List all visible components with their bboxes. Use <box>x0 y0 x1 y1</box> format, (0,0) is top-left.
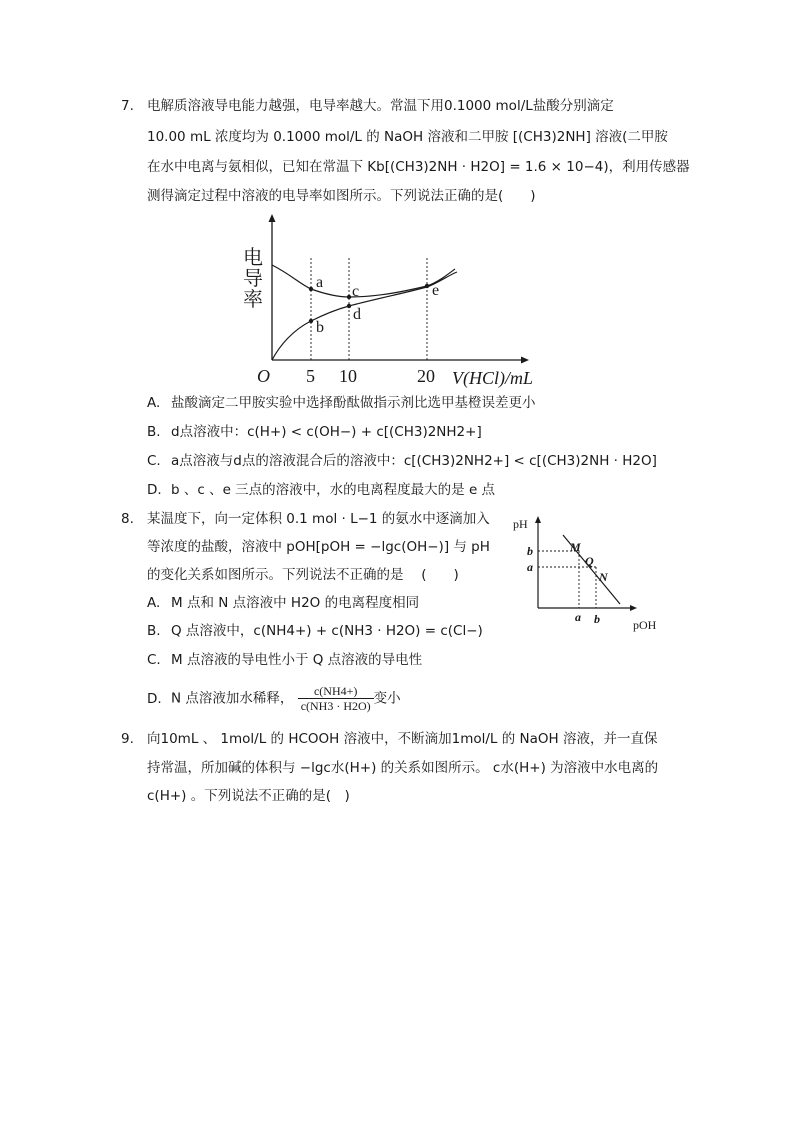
ph-chart-x-axis-arrow <box>630 605 637 611</box>
ph-poh-chart <box>508 512 668 632</box>
q7-option-a-letter: A. <box>147 395 161 411</box>
question-9-line-2: 持常温，所加碱的体积与 −lgc水(H+) 的关系如图所示。 c水(H+) 为溶液中水电离的 <box>147 760 659 776</box>
q8-option-d <box>147 684 401 713</box>
chart-point-d <box>347 304 351 308</box>
q7-option-d <box>147 480 495 500</box>
q8-option-a-letter: A. <box>147 595 161 611</box>
ph-chart-point-n: N <box>599 570 608 584</box>
q7-option-b <box>147 422 482 442</box>
ph-chart-xlabel: pOH <box>633 618 657 632</box>
ph-chart-ylabel: pH <box>513 517 528 531</box>
chart-label-d: d <box>353 306 361 323</box>
chart-xlabel: V(HCl)/mL <box>452 368 533 388</box>
chart-point-a <box>309 287 313 291</box>
chart-xtick-20: 20 <box>417 366 435 386</box>
chart-point-c <box>347 295 351 299</box>
q8-option-b <box>147 621 483 641</box>
q8-option-a <box>147 593 419 613</box>
q7-option-d-letter: D. <box>147 482 162 498</box>
fraction-denominator: c(NH3 · H2O) <box>300 699 371 713</box>
ph-chart-point-q: Q <box>585 554 594 568</box>
question-7-line-2: 10.00 mL 浓度均为 0.1000 mol/L 的 NaOH 溶液和二甲胺 [(CH3)2NH] 溶液(二甲胺 <box>147 129 668 145</box>
question-8-line-2: 等浓度的盐酸，溶液中 pOH[pOH = −lgc(OH−)] 与 pH <box>147 539 490 555</box>
q7-option-b-letter: B. <box>147 424 161 440</box>
chart-ylabel-3: 率 <box>243 289 263 311</box>
question-9-line-1: 向10mL 、 1mol/L 的 HCOOH 溶液中，不断滴加1mol/L 的 NaOH 溶液，并一直保 <box>147 731 658 747</box>
chart-label-a: a <box>316 274 324 291</box>
chart-y-axis-arrow <box>269 214 276 222</box>
q7-option-b-text: d点溶液中：c(H+) < c(OH−) + c[(CH3)2NH2+] <box>171 424 482 440</box>
question-8-line-1: 某温度下，向一定体积 0.1 mol · L−1 的氨水中逐滴加入 <box>147 511 490 527</box>
q8-option-b-letter: B. <box>147 623 161 639</box>
chart-ylabel-1: 电 <box>243 247 263 269</box>
ph-chart-ytick-b: b <box>527 544 533 558</box>
q7-option-c-text: a点溶液与d点的溶液混合后的溶液中：c[(CH3)2NH2+] < c[(CH3)2NH · H2O] <box>171 453 657 469</box>
ph-chart-xtick-b: b <box>594 612 600 626</box>
chart-point-b <box>309 319 313 323</box>
chart-xtick-5: 5 <box>306 366 315 386</box>
q8-option-d-letter: D. <box>147 690 162 707</box>
chart-x-axis-arrow <box>521 357 529 364</box>
chart-point-e <box>425 284 429 288</box>
chart-ylabel-2: 导 <box>243 268 263 290</box>
question-9-number: 9. <box>121 731 134 747</box>
question-7-line-1: 电解质溶液导电能力越强，电导率越大。常温下用0.1000 mol/L盐酸分别滴定 <box>147 98 614 114</box>
q8-option-c <box>147 650 422 670</box>
q8-option-d-fraction <box>298 684 374 713</box>
question-7-number: 7. <box>121 98 134 114</box>
fraction-numerator: c(NH4+) <box>298 684 374 699</box>
chart-origin: O <box>257 366 270 386</box>
q7-option-d-text: b 、c 、e 三点的溶液中，水的电离程度最大的是 e 点 <box>171 482 496 498</box>
chart-label-e: e <box>432 282 440 299</box>
ph-chart-xtick-a: a <box>575 610 581 624</box>
conductivity-chart <box>235 210 555 392</box>
ph-chart-y-axis-arrow <box>535 516 541 523</box>
chart-xtick-10: 10 <box>339 366 357 386</box>
chart-label-b: b <box>316 319 324 336</box>
q8-option-a-text: M 点和 N 点溶液中 H2O 的电离程度相同 <box>171 595 420 611</box>
chart-curve-naoh <box>272 265 455 297</box>
chart-label-c: c <box>352 283 360 300</box>
q8-option-c-letter: C. <box>147 652 161 668</box>
q7-option-c-letter: C. <box>147 453 161 469</box>
q8-option-c-text: M 点溶液的导电性小于 Q 点溶液的导电性 <box>171 652 423 668</box>
question-7-line-3: 在水中电离与氨相似，已知在常温下 Kb[(CH3)2NH · H2O] = 1.6 × 10−4)，利用传感器 <box>147 159 690 175</box>
question-8-number: 8. <box>121 511 134 527</box>
question-8-line-3: 的变化关系如图所示。下列说法不正确的是 ( ) <box>147 567 459 583</box>
question-7-line-4: 测得滴定过程中溶液的电导率如图所示。下列说法正确的是( ) <box>147 188 536 204</box>
q7-option-a-text: 盐酸滴定二甲胺实验中选择酚酞做指示剂比选甲基橙误差更小 <box>171 395 536 411</box>
ph-chart-ytick-a: a <box>527 560 533 574</box>
q8-option-b-text: Q 点溶液中，c(NH4+) + c(NH3 · H2O) = c(Cl−) <box>171 623 483 639</box>
q7-option-c <box>147 451 657 471</box>
q8-option-d-text: N 点溶液加水稀释， <box>171 690 294 707</box>
question-9-line-3: c(H+) 。下列说法不正确的是( ) <box>147 788 350 804</box>
q7-option-a <box>147 393 536 413</box>
q8-option-d-tail: 变小 <box>373 690 401 707</box>
ph-chart-point-m: M <box>570 540 581 554</box>
